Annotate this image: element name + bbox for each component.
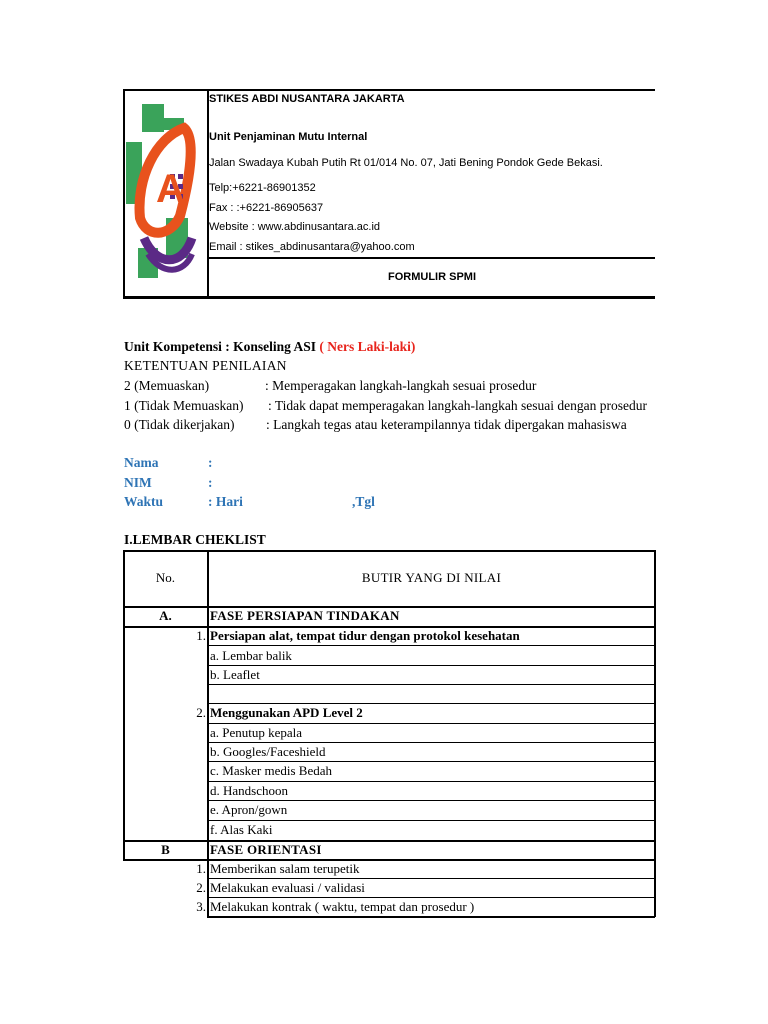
rule-desc-0: : Langkah tegas atau keterampilannya tidak dipergakan mahasiswa bbox=[266, 417, 627, 432]
competency-label: Unit Kompetensi : Konseling ASI bbox=[124, 339, 320, 354]
checklist-title: I.LEMBAR CHEKLIST bbox=[124, 532, 266, 547]
rules-title: KETENTUAN PENILAIAN bbox=[124, 358, 287, 373]
col-header-no: No. bbox=[155, 570, 176, 585]
col-header-item: BUTIR YANG DI NILAI bbox=[361, 570, 502, 585]
letterhead-rule bbox=[207, 257, 655, 259]
step-text: Melakukan kontrak ( waktu, tempat dan prosedur ) bbox=[210, 899, 475, 914]
email-text: Email : stikes_abdinusantara@yahoo.com bbox=[209, 241, 415, 253]
waktu-tgl: ,Tgl bbox=[352, 494, 375, 509]
waktu-hari: : Hari bbox=[208, 494, 243, 509]
rule-score-1: 1 (Tidak Memuaskan) bbox=[124, 398, 244, 413]
section-b-title: FASE ORIENTASI bbox=[210, 842, 322, 857]
group-2-number: 2. bbox=[196, 705, 206, 720]
fax-text: Fax : :+6221-86905637 bbox=[209, 202, 324, 214]
waktu-label: Waktu bbox=[124, 494, 164, 509]
step-number: 3. bbox=[196, 899, 206, 914]
list-item: a. Penutup kepala bbox=[210, 725, 303, 740]
telp-text: Telp:+6221-86901352 bbox=[209, 182, 316, 194]
list-item: d. Handschoon bbox=[210, 783, 288, 798]
rule-score-2: 2 (Memuaskan) bbox=[124, 378, 210, 393]
institution-logo bbox=[126, 98, 204, 284]
list-item: b. Googles/Faceshield bbox=[210, 744, 326, 759]
rule-desc-2: : Memperagakan langkah-langkah sesuai prosedur bbox=[265, 378, 537, 393]
step-number: 2. bbox=[196, 880, 206, 895]
group-1-number: 1. bbox=[196, 628, 206, 643]
step-text: Melakukan evaluasi / validasi bbox=[210, 880, 365, 895]
list-item: b. Leaflet bbox=[210, 667, 260, 682]
nim-colon: : bbox=[208, 475, 213, 490]
list-item: e. Apron/gown bbox=[210, 802, 288, 817]
institution-name: STIKES ABDI NUSANTARA JAKARTA bbox=[209, 93, 405, 105]
list-item: f. Alas Kaki bbox=[210, 822, 273, 837]
section-a-title: FASE PERSIAPAN TINDAKAN bbox=[210, 608, 400, 623]
website-text: Website : www.abdinusantara.ac.id bbox=[209, 221, 380, 233]
list-item: a. Lembar balik bbox=[210, 648, 292, 663]
group-1-title: Persiapan alat, tempat tidur dengan protokol kesehatan bbox=[210, 628, 520, 643]
section-b-code: B bbox=[161, 842, 170, 857]
nama-colon: : bbox=[208, 455, 213, 470]
list-item: c. Masker medis Bedah bbox=[210, 763, 333, 778]
competency-line bbox=[124, 339, 415, 355]
step-number: 1. bbox=[196, 861, 206, 876]
rule-score-0: 0 (Tidak dikerjakan) bbox=[124, 417, 235, 432]
logo-letter: A bbox=[156, 167, 185, 211]
rule-desc-1: : Tidak dapat memperagakan langkah-langkah sesuai dengan prosedur bbox=[268, 398, 648, 413]
form-title: FORMULIR SPMI bbox=[388, 271, 476, 283]
unit-name: Unit Penjaminan Mutu Internal bbox=[209, 131, 368, 143]
nama-label: Nama bbox=[124, 455, 159, 470]
step-text: Memberikan salam terupetik bbox=[210, 861, 360, 876]
competency-highlight: ( Ners Laki-laki) bbox=[319, 339, 416, 354]
letterhead-divider bbox=[207, 89, 209, 299]
group-2-title: Menggunakan APD Level 2 bbox=[210, 705, 363, 720]
address-text: Jalan Swadaya Kubah Putih Rt 01/014 No. 07, Jati Bening Pondok Gede Bekasi. bbox=[209, 157, 603, 169]
section-a-code: A. bbox=[159, 608, 172, 623]
nim-label: NIM bbox=[124, 475, 152, 490]
